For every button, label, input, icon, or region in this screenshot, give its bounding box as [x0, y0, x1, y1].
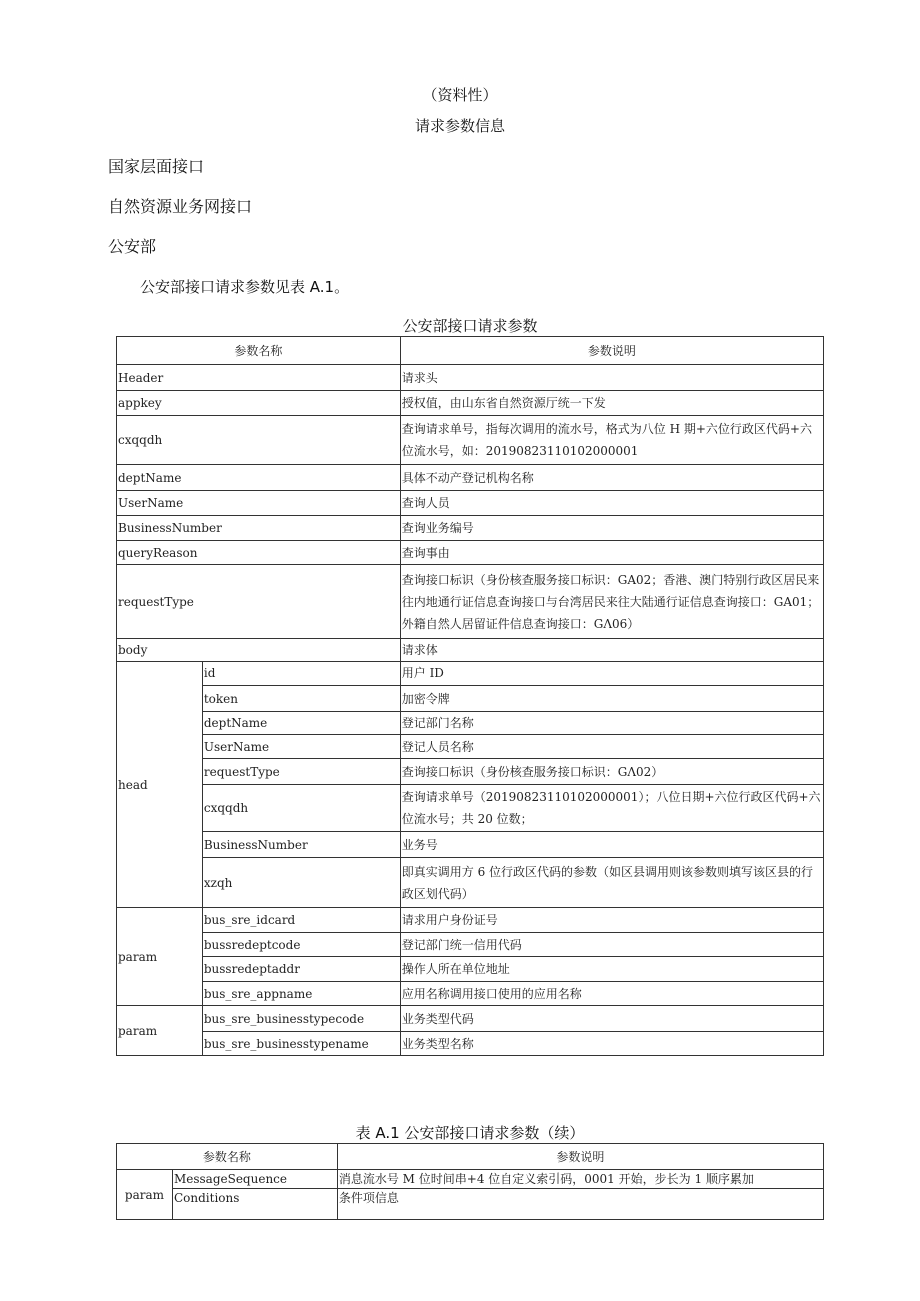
table-header-row: [117, 1144, 824, 1170]
table2-caption: 表 A.1 公安部接口请求参数（续）: [355, 1124, 585, 1142]
param-desc: 条件项信息: [337, 1189, 823, 1220]
param-name: requestType: [202, 759, 400, 785]
table-row: [117, 1032, 824, 1056]
group-label-param: param: [117, 1006, 203, 1056]
param-name: bussredeptaddr: [202, 957, 400, 982]
table-row: [117, 735, 824, 759]
param-name: bussredeptcode: [202, 933, 400, 957]
table-row: [117, 365, 824, 391]
table-row: [117, 832, 824, 858]
param-desc: 查询接口标识（身份核查服务接口标识：GA02；香港、澳门特别行政区居民来往内地通行证信息查询接口与台湾居民来往大陆通行证信息查询接口：GA01；外籍自然人居留证件信息查询接口：GΛ06）: [400, 565, 823, 639]
param-desc: 业务类型代码: [400, 1006, 823, 1032]
param-desc: 业务号: [400, 832, 823, 858]
table-row: [117, 491, 824, 516]
param-desc: 请求头: [400, 365, 823, 391]
param-name: bus_sre_businesstypecode: [202, 1006, 400, 1032]
param-name: xzqh: [202, 858, 400, 908]
group-label-head: head: [117, 662, 203, 908]
param-name: Conditions: [172, 1189, 337, 1220]
param-name: token: [202, 686, 400, 712]
param-desc: 查询接口标识（身份核查服务接口标识：GΛ02）: [400, 759, 823, 785]
table-row: [117, 541, 824, 565]
col-header-name: 参数名称: [117, 1144, 338, 1170]
param-desc: 查询人员: [400, 491, 823, 516]
param-desc: 授权值，由山东省自然资源厅统一下发: [400, 391, 823, 416]
section-heading-national: 国家层面接口: [108, 157, 205, 176]
param-name: cxqqdh: [117, 416, 401, 465]
param-name: BusinessNumber: [202, 832, 400, 858]
param-name: id: [202, 662, 400, 686]
params-table: [116, 336, 824, 1056]
param-desc: 加密令牌: [400, 686, 823, 712]
table-row: [117, 391, 824, 416]
param-desc: 即真实调用方 6 位行政区代码的参数（如区县调用则该参数则填写该区县的行政区划代码）: [400, 858, 823, 908]
col-header-desc: 参数说明: [400, 337, 823, 365]
param-name: UserName: [117, 491, 401, 516]
table-row: [117, 516, 824, 541]
param-name: BusinessNumber: [117, 516, 401, 541]
param-name: appkey: [117, 391, 401, 416]
param-desc: 登记人员名称: [400, 735, 823, 759]
table-row: [117, 416, 824, 465]
param-desc: 查询请求单号，指每次调用的流水号，格式为八位 H 期+六位行政区代码+六位流水号，如：20190823110102000001: [400, 416, 823, 465]
table-row: [117, 639, 824, 662]
param-desc: 具体不动产登记机构名称: [400, 465, 823, 491]
param-name: bus_sre_idcard: [202, 908, 400, 933]
table-row: [117, 785, 824, 832]
param-name: body: [117, 639, 401, 662]
table-row: [117, 686, 824, 712]
intro-paragraph: 公安部接口请求参数见表 A.1。: [140, 278, 350, 296]
param-name: cxqqdh: [202, 785, 400, 832]
table-row: [117, 908, 824, 933]
table1-caption: 公安部接口请求参数: [402, 317, 538, 335]
table-row: [117, 933, 824, 957]
table-row: [117, 982, 824, 1006]
param-name: Header: [117, 365, 401, 391]
param-desc: 查询业务编号: [400, 516, 823, 541]
param-name: deptName: [117, 465, 401, 491]
param-name: UserName: [202, 735, 400, 759]
param-desc: 请求用户身份证号: [400, 908, 823, 933]
table-row: [117, 858, 824, 908]
table-row: [117, 465, 824, 491]
param-desc: 应用名称调用接口使用的应用名称: [400, 982, 823, 1006]
table-row: [117, 759, 824, 785]
section-heading-natural-resources: 自然资源业务网接口: [108, 197, 253, 216]
appendix-title: 请求参数信息: [414, 117, 505, 135]
table-row: [117, 957, 824, 982]
col-header-name: 参数名称: [117, 337, 401, 365]
appendix-note: （资料性）: [422, 86, 498, 104]
table-row: [117, 662, 824, 686]
params-table-continued: [116, 1143, 824, 1220]
section-heading-public-security: 公安部: [108, 237, 157, 256]
param-name: deptName: [202, 712, 400, 735]
param-desc: 操作人所在单位地址: [400, 957, 823, 982]
param-desc: 查询事由: [400, 541, 823, 565]
table-row: [117, 712, 824, 735]
col-header-desc: 参数说明: [337, 1144, 823, 1170]
param-desc: 用户 ID: [400, 662, 823, 686]
group-label-param: param: [117, 1170, 173, 1220]
group-label-param: param: [117, 908, 203, 1006]
table-row: [117, 1006, 824, 1032]
param-name: requestType: [117, 565, 401, 639]
param-desc: 登记部门统一信用代码: [400, 933, 823, 957]
param-name: MessageSequence: [172, 1170, 337, 1189]
param-name: bus_sre_appname: [202, 982, 400, 1006]
param-desc: 查询请求单号（20190823110102000001）；八位日期+六位行政区代码+六位流水号；共 20 位数；: [400, 785, 823, 832]
param-desc: 消息流水号 M 位时间串+4 位自定义索引码，0001 开始，步长为 1 顺序累加: [337, 1170, 823, 1189]
table-row: [117, 1189, 824, 1220]
table-header-row: [117, 337, 824, 365]
param-desc: 登记部门名称: [400, 712, 823, 735]
table-row: [117, 565, 824, 639]
param-name: queryReason: [117, 541, 401, 565]
param-desc: 业务类型名称: [400, 1032, 823, 1056]
param-desc: 请求体: [400, 639, 823, 662]
table-row: [117, 1170, 824, 1189]
param-name: bus_sre_businesstypename: [202, 1032, 400, 1056]
